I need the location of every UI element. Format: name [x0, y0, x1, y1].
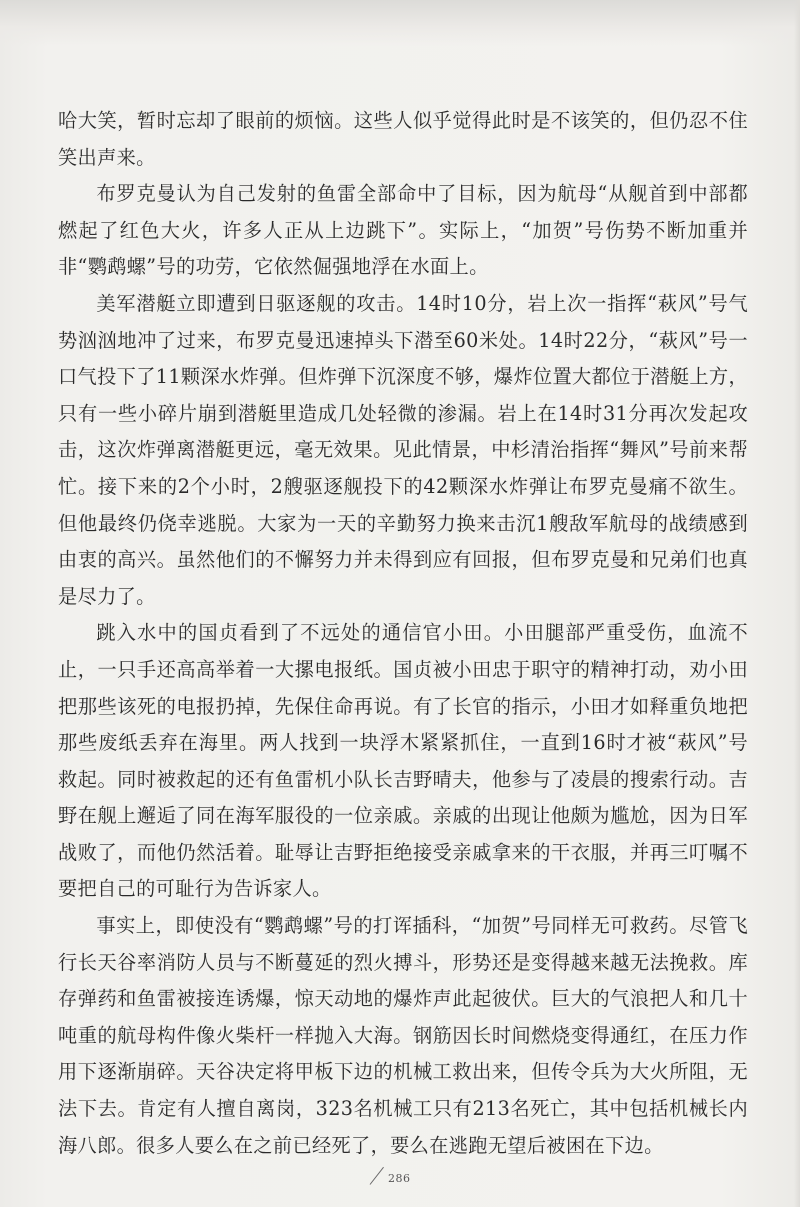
paragraph-2: 布罗克曼认为自己发射的鱼雷全部命中了目标，因为航母“从舰首到中部都燃起了红色大火，许多人正从上边跳下”。实际上，“加贺”号伤势不断加重并非“鹦鹉螺”号的功劳，它依然倔强地浮在水面上。: [58, 182, 748, 279]
page-edge: [794, 0, 800, 1207]
paragraph-4: 跳入水中的国贞看到了不远处的通信官小田。小田腿部严重受伤，血流不止，一只手还高高举着一大摞电报纸。国贞被小田忠于职守的精神打动，劝小田把那些该死的电报扔掉，先保住命再说。有了长官的指示，小田才如释重负地把那些废纸丢弃在海里。两人找到一块浮木紧紧抓住，一直到16时才被“萩风”号救起。同时被救起的还有鱼雷机小队长吉野晴夫，他参与了凌晨的搜索行动。吉野在舰上邂逅了同在海军服役的一位亲戚。亲戚的出现让他颇为尴尬，因为日军战败了，而他仍然活着。耻辱让吉野拒绝接受亲戚拿来的干衣服，并再三叮嘱不要把自己的可耻行为告诉家人。: [58, 621, 748, 901]
paragraph-1: 哈大笑，暂时忘却了眼前的烦恼。这些人似乎觉得此时是不该笑的，但仍忍不住笑出声来。: [58, 109, 748, 169]
body-text: [58, 103, 748, 1164]
folio-slash-mark: [370, 1167, 384, 1185]
paragraph-5: 事实上，即使没有“鹦鹉螺”号的打诨插科，“加贺”号同样无可救药。尽管飞行长天谷率消防人员与不断蔓延的烈火搏斗，形势还是变得越来越无法挽救。库存弹药和鱼雷被接连诱爆，惊天动地的爆炸声此起彼伏。巨大的气浪把人和几十吨重的航母构件像火柴杆一样抛入大海。钢筋因长时间燃烧变得通红，在压力作用下逐渐崩碎。天谷决定将甲板下边的机械工救出来，但传令兵为大火所阻，无法下去。肯定有人擅自离岗，323名机械工只有213名死亡，其中包括机械长内海八郎。很多人要么在之前已经死了，要么在逃跑无望后被困在下边。: [58, 914, 748, 1157]
paragraph-3: 美军潜艇立即遭到日驱逐舰的攻击。14时10分，岩上次一指挥“萩风”号气势汹汹地冲了过来，布罗克曼迅速掉头下潜至60米处。14时22分，“萩风”号一口气投下了11颗深水炸弹。但炸弹下沉深度不够，爆炸位置大都位于潜艇上方，只有一些小碎片崩到潜艇里造成几处轻微的渗漏。岩上在14时31分再次发起攻击，这次炸弹离潜艇更远，毫无效果。见此情景，中杉清治指挥“舞风”号前来帮忙。接下来的2个小时，2艘驱逐舰投下的42颗深水炸弹让布罗克曼痛不欲生。但他最终仍侥幸逃脱。大家为一天的辛勤努力换来击沉1艘敌军航母的战绩感到由衷的高兴。虽然他们的不懈努力并未得到应有回报，但布罗克曼和兄弟们也真是尽力了。: [58, 291, 748, 608]
page-top-shadow: [0, 0, 800, 46]
page-number: 286: [388, 1172, 411, 1185]
page-number-area: [366, 1162, 426, 1192]
